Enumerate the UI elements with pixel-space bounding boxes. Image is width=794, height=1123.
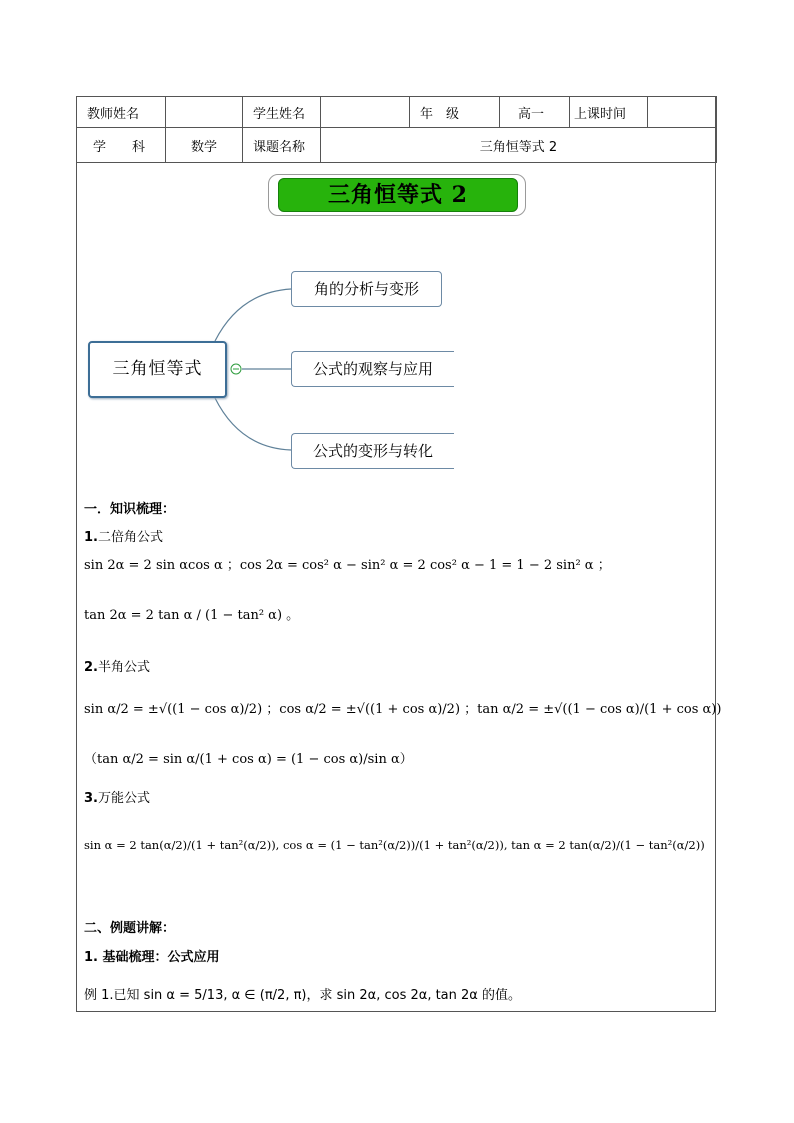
- s1-formula-line2: tan 2α = 2 tan α / (1 − tan² α) 。: [84, 608, 300, 623]
- mindmap-branch-transform: 公式的变形与转化: [291, 433, 454, 469]
- s2-title: 2.半角公式: [84, 660, 150, 675]
- s2-formula-line1: sin α/2 = ±√((1 − cos α)/2) ；cos α/2 = ±√((1 + cos α)/2) ；tan α/2 = ±√((1 − cos α)/(1 + cos α)): [84, 702, 722, 717]
- page-title: 三角恒等式 2: [278, 178, 518, 212]
- grade-label: 年 级: [410, 97, 500, 128]
- example-1: 例 1.已知 sin α = 5/13, α ∈ (π/2, π)，求 sin 2α, cos 2α, tan 2α 的值。: [84, 988, 521, 1003]
- s3-title: 3.万能公式: [84, 791, 150, 806]
- time-label: 上课时间: [570, 97, 648, 128]
- subject-value: 数学: [166, 128, 243, 163]
- s1-formula-line1: sin 2α = 2 sin αcos α ；cos 2α = cos² α − sin² α = 2 cos² α − 1 = 1 − 2 sin² α ；: [84, 558, 611, 573]
- s1-title: 1.二倍角公式: [84, 530, 163, 545]
- course-label: 课题名称: [243, 128, 321, 163]
- mindmap-branch-angles: 角的分析与变形: [291, 271, 442, 307]
- student-label: 学生姓名: [243, 97, 321, 128]
- teacher-label: 教师姓名: [77, 97, 166, 128]
- s3-formula-line1: sin α = 2 tan(α/2)/(1 + tan²(α/2)), cos α = (1 − tan²(α/2))/(1 + tan²(α/2)), tan α = 2 tan(α/2)/(1 − tan²(α/2)): [84, 838, 705, 852]
- grade-value: 高一: [500, 97, 570, 128]
- course-value: 三角恒等式 2: [321, 128, 717, 163]
- section1-heading: 一．知识梳理：: [84, 502, 176, 517]
- subject-label: 学 科: [77, 128, 166, 163]
- mindmap-branch-application: 公式的观察与应用: [291, 351, 454, 387]
- section2-heading: 二、例题讲解：: [84, 921, 176, 936]
- mindmap-center-node: 三角恒等式: [88, 341, 227, 398]
- s2-sub1: 1. 基础梳理：公式应用: [84, 950, 220, 965]
- s2-formula-line2: （tan α/2 = sin α/(1 + cos α) = (1 − cos α)/sin α）: [84, 752, 413, 767]
